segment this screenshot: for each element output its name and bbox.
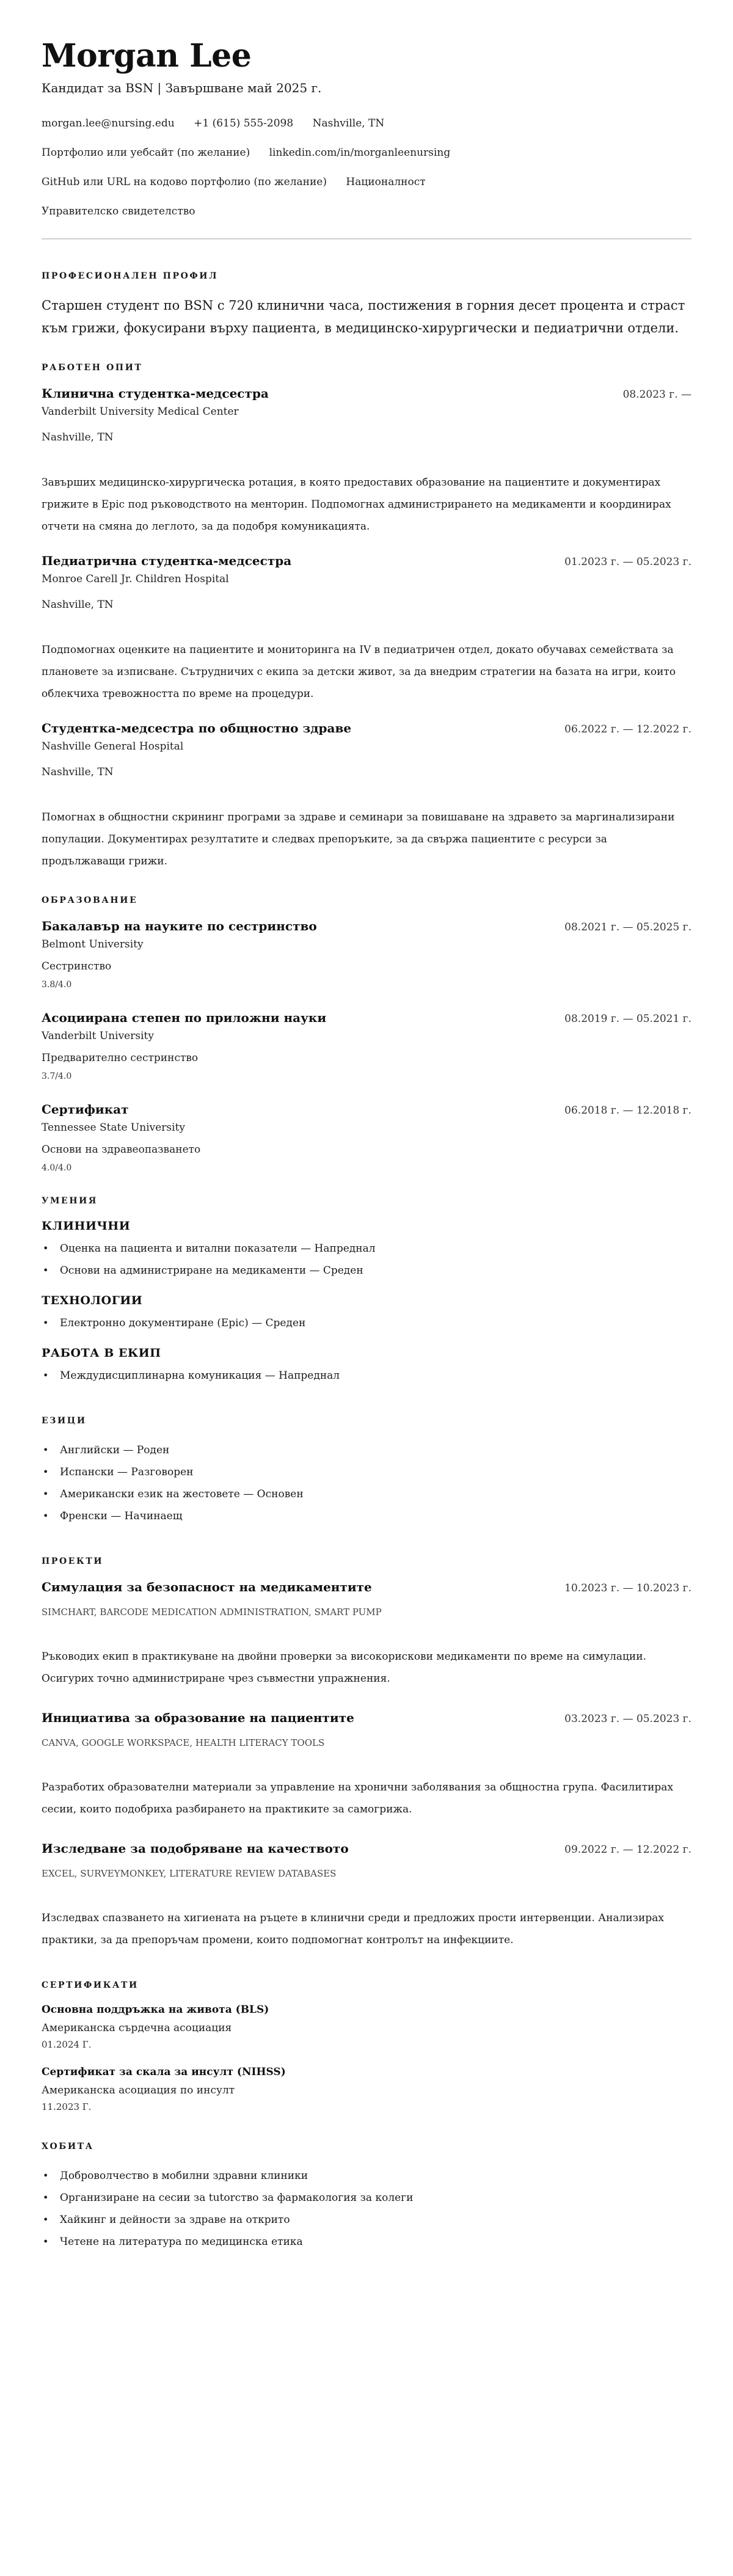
section-title: ОБРАЗОВАНИЕ	[42, 895, 138, 905]
contact-portfolio[interactable]: Портфолио или уебсайт (по желание)	[42, 146, 250, 159]
school-name: Belmont University	[42, 938, 144, 950]
job-date: 01.2023 г. — 05.2023 г.	[564, 555, 691, 568]
degree-title: Сертификат	[42, 1101, 129, 1117]
language-item: • Френски — Начинаещ	[42, 1505, 691, 1527]
certificate-date: 01.2024 Г.	[42, 2038, 92, 2050]
skill-list	[42, 1312, 691, 1334]
job-title: Студентка-медсестра по общностно здраве	[42, 720, 352, 735]
section-title: ПРОФЕСИОНАЛЕН ПРОФИЛ	[42, 271, 219, 281]
contact-driving-license: Управителско свидетелство	[42, 205, 195, 217]
projects-section	[42, 1556, 691, 1951]
section-title: ПРОЕКТИ	[42, 1556, 104, 1566]
project-date: 09.2022 г. — 12.2022 г.	[564, 1843, 691, 1856]
job-title: Клинична студентка-медсестра	[42, 385, 269, 401]
study-field: Сестринство	[42, 960, 112, 972]
contact-nationality: Националност	[346, 175, 426, 188]
experience-entry	[42, 386, 691, 538]
certificate-issuer: Американска сърдечна асоциация	[42, 2021, 232, 2034]
experience-entry	[42, 553, 691, 705]
project-description: Ръководих екип в практикуване на двойни проверки за високорискови медикаменти по време на симулации. Осигурих точно администриране чрез съвместни упражнения.	[42, 1650, 647, 1685]
education-entry	[42, 919, 691, 990]
project-technologies: EXCEL, SURVEYMONKEY, LITERATURE REVIEW DATABASES	[42, 1867, 337, 1879]
education-date: 06.2018 г. — 12.2018 г.	[564, 1104, 691, 1117]
project-date: 03.2023 г. — 05.2023 г.	[564, 1712, 691, 1725]
skill-item: • Оценка на пациента и витални показатели — Напреднал	[42, 1238, 691, 1260]
experience-section	[42, 363, 691, 872]
project-entry	[42, 1710, 691, 1820]
skill-category-clinical: КЛИНИЧНИ	[42, 1219, 131, 1233]
degree-title: Асоциирана степен по приложни науки	[42, 1010, 327, 1025]
education-date: 08.2021 г. — 05.2025 г.	[564, 921, 691, 933]
profile-summary: Старшен студент по BSN с 720 клинични часа, постижения в горния десет процента и страст към грижи, фокусирани върху пациента, в медицинско-хирургически и педиатрични отдели.	[42, 297, 685, 335]
study-field: Основи на здравеопазването	[42, 1143, 201, 1156]
job-description: Помогнах в общностни скрининг програми за здраве и семинари за повишаване на здравето за маргинализирани популации. Документирах резултатите и следвах препоръките, за да свържа пациентите с ресурси за продължаващи грижи.	[42, 811, 675, 867]
project-description: Разработих образователни материали за управление на хронични заболявания за общностна група. Фасилитирах сесии, които подобриха разбирането на практиките за самогрижа.	[42, 1781, 674, 1815]
header-divider	[42, 238, 691, 239]
project-title: Изследване за подобряване на качеството	[42, 1841, 349, 1856]
contact-line	[42, 109, 691, 138]
section-title: СЕРТИФИКАТИ	[42, 1980, 139, 1990]
job-location: Nashville, TN	[42, 765, 114, 778]
project-entry	[42, 1841, 691, 1951]
contact-location: Nashville, TN	[312, 117, 385, 130]
language-item: • Английски — Роден	[42, 1439, 691, 1461]
contact-github[interactable]: GitHub или URL на кодово портфолио (по желание)	[42, 175, 327, 188]
certificate-title: Основна поддръжка на живота (BLS)	[42, 2003, 269, 2016]
gpa: 3.7/4.0	[42, 1071, 72, 1081]
candidate-name: Morgan Lee	[42, 37, 252, 75]
certificates-section	[42, 1980, 691, 2112]
skill-category-teamwork: РАБОТА В ЕКИП	[42, 1346, 161, 1360]
certificate-title: Сертификат за скала за инсулт (NIHSS)	[42, 2065, 286, 2078]
job-description: Подпомогнах оценките на пациентите и мониторинга на IV в педиатричен отдел, докато обучавах семействата за плановете за изписване. Сътрудничих с екипа за детски живот, за да внедрим стратегии на базата на игри, които облекчиха тревожността по време на процедури.	[42, 643, 676, 700]
hobby-item: • Хайкинг и дейности за здраве на открито	[42, 2209, 691, 2231]
job-location: Nashville, TN	[42, 598, 114, 611]
hobby-item: • Доброволчество в мобилни здравни клиники	[42, 2165, 691, 2187]
project-technologies: CANVA, GOOGLE WORKSPACE, HEALTH LITERACY TOOLS	[42, 1737, 325, 1748]
project-description: Изследвах спазването на хигиената на ръцете в клинични среди и предложих прости интервенции. Анализирах практики, за да препоръчам промени, които подпомогнат контролът на инфекциите.	[42, 1911, 664, 1946]
job-description: Завърших медицинско-хирургическа ротация, в която предоставих образование на пациентите и документирах грижите в Epic под ръководството на менторин. Подпомогнах администрирането на медикаменти и координирах отчети на смяна до леглото, за да подобря комуникацията.	[42, 476, 671, 533]
certificate-date: 11.2023 Г.	[42, 2101, 92, 2112]
skill-item: • Електронно документиране (Epic) — Среден	[42, 1312, 691, 1334]
education-date: 08.2019 г. — 05.2021 г.	[564, 1012, 691, 1025]
contact-phone[interactable]: +1 (615) 555-2098	[194, 117, 294, 130]
job-date: 06.2022 г. — 12.2022 г.	[564, 723, 691, 735]
skill-category-technology: ТЕХНОЛОГИИ	[42, 1293, 143, 1307]
school-name: Vanderbilt University	[42, 1029, 154, 1042]
profile-section	[42, 271, 691, 340]
degree-title: Бакалавър на науките по сестринство	[42, 918, 317, 933]
hobby-item: • Четене на литература по медицинска етика	[42, 2231, 691, 2253]
contact-line	[42, 138, 691, 167]
project-entry	[42, 1580, 691, 1690]
education-entry	[42, 1102, 691, 1173]
study-field: Предварително сестринство	[42, 1051, 199, 1064]
candidate-tagline: Кандидат за BSN | Завършване май 2025 г.	[42, 80, 322, 95]
language-item: • Испански — Разговорен	[42, 1461, 691, 1483]
section-title: ЕЗИЦИ	[42, 1415, 87, 1426]
contact-block	[42, 109, 691, 226]
certificate-entry	[42, 2066, 691, 2112]
section-title: УМЕНИЯ	[42, 1195, 98, 1206]
job-company: Nashville General Hospital	[42, 740, 184, 753]
certificate-entry	[42, 2004, 691, 2050]
contact-email[interactable]: morgan.lee@nursing.edu	[42, 117, 175, 130]
skill-list	[42, 1365, 691, 1387]
language-list	[42, 1439, 691, 1527]
education-entry	[42, 1010, 691, 1081]
skill-item: • Междудисциплинарна комуникация — Напреднал	[42, 1365, 691, 1387]
education-section	[42, 896, 691, 1173]
project-title: Симулация за безопасност на медикаментите	[42, 1579, 372, 1594]
resume-header	[42, 38, 691, 226]
project-date: 10.2023 г. — 10.2023 г.	[564, 1582, 691, 1594]
contact-line	[42, 197, 691, 226]
school-name: Tennessee State University	[42, 1121, 186, 1134]
languages-section	[42, 1416, 691, 1527]
certificate-issuer: Американска асоциация по инсулт	[42, 2084, 235, 2096]
contact-line	[42, 167, 691, 197]
job-location: Nashville, TN	[42, 431, 114, 443]
skill-item: • Основи на администриране на медикаменти — Среден	[42, 1260, 691, 1282]
experience-entry	[42, 721, 691, 872]
section-title: РАБОТЕН ОПИТ	[42, 362, 143, 373]
job-company: Vanderbilt University Medical Center	[42, 405, 239, 418]
job-company: Monroe Carell Jr. Children Hospital	[42, 572, 229, 585]
hobby-list	[42, 2165, 691, 2253]
project-technologies: SIMCHART, BARCODE MEDICATION ADMINISTRATION, SMART PUMP	[42, 1606, 382, 1618]
section-title: ХОБИТА	[42, 2141, 94, 2151]
hobby-item: • Организиране на сесии за tutorство за фармакология за колеги	[42, 2187, 691, 2209]
job-date: 08.2023 г. —	[622, 388, 691, 401]
job-title: Педиатрична студентка-медсестра	[42, 553, 292, 568]
hobbies-section	[42, 2142, 691, 2253]
skill-list	[42, 1238, 691, 1282]
skills-section	[42, 1196, 691, 1387]
contact-linkedin[interactable]: linkedin.com/in/morganleenursing	[269, 146, 451, 159]
project-title: Инициатива за образование на пациентите	[42, 1710, 354, 1725]
gpa: 3.8/4.0	[42, 979, 72, 990]
gpa: 4.0/4.0	[42, 1162, 72, 1173]
language-item: • Американски език на жестовете — Основен	[42, 1483, 691, 1505]
